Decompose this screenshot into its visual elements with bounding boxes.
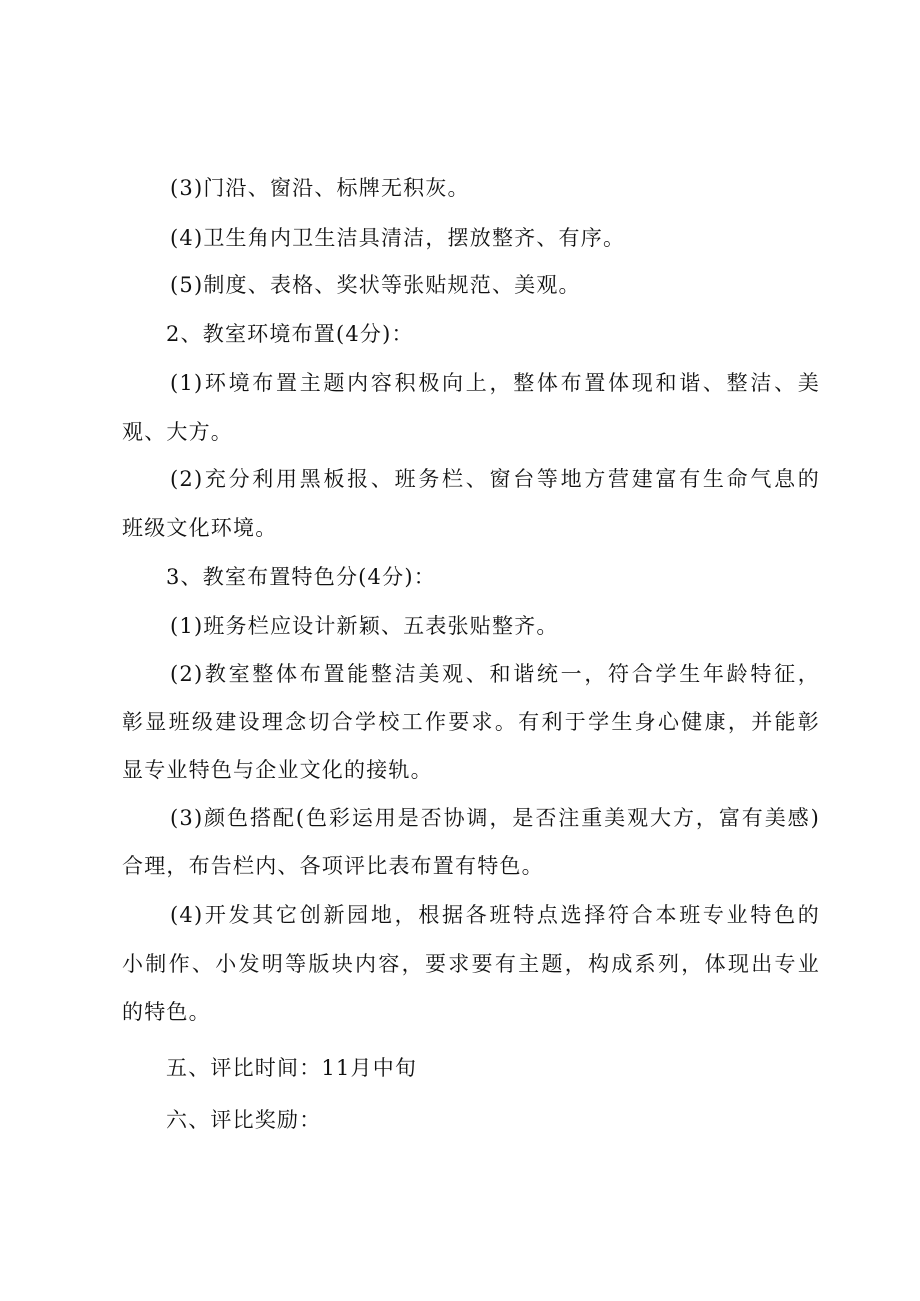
section-heading: 五、评比时间：11月中旬 (166, 1056, 418, 1080)
text-line: 彰显班级建设理念切合学校工作要求。有利于学生身心健康，并能彰 (122, 710, 820, 734)
text-line: 的特色。 (122, 1000, 211, 1024)
text-line: (2)教室整体布置能整洁美观、和谐统一，符合学生年龄特征， (170, 662, 820, 686)
text-line: 合理，布告栏内、各项评比表布置有特色。 (122, 854, 544, 878)
section-heading: 六、评比奖励： (166, 1108, 322, 1132)
text-line: 班级文化环境。 (122, 516, 278, 540)
text-line: (1)环境布置主题内容积极向上，整体布置体现和谐、整洁、美 (170, 371, 820, 395)
text-line: (3)颜色搭配(色彩运用是否协调，是否注重美观大方，富有美感) (170, 806, 820, 830)
section-heading: 2、教室环境布置(4分)： (166, 322, 414, 346)
text-line: (3)门沿、窗沿、标牌无积灰。 (170, 176, 470, 200)
section-heading: 3、教室布置特色分(4分)： (166, 565, 436, 589)
text-line: 观、大方。 (122, 420, 233, 444)
text-line: (1)班务栏应设计新颖、五表张贴整齐。 (170, 614, 559, 638)
text-line: (4)开发其它创新园地，根据各班特点选择符合本班专业特色的 (170, 903, 820, 927)
text-line: (4)卫生角内卫生洁具清洁，摆放整齐、有序。 (170, 226, 626, 250)
text-line: (2)充分利用黑板报、班务栏、窗台等地方营建富有生命气息的 (170, 467, 820, 491)
text-line: 显专业特色与企业文化的接轨。 (122, 758, 433, 782)
text-line: 小制作、小发明等版块内容，要求要有主题，构成系列，体现出专业 (122, 952, 820, 976)
text-line: (5)制度、表格、奖状等张贴规范、美观。 (170, 273, 581, 297)
